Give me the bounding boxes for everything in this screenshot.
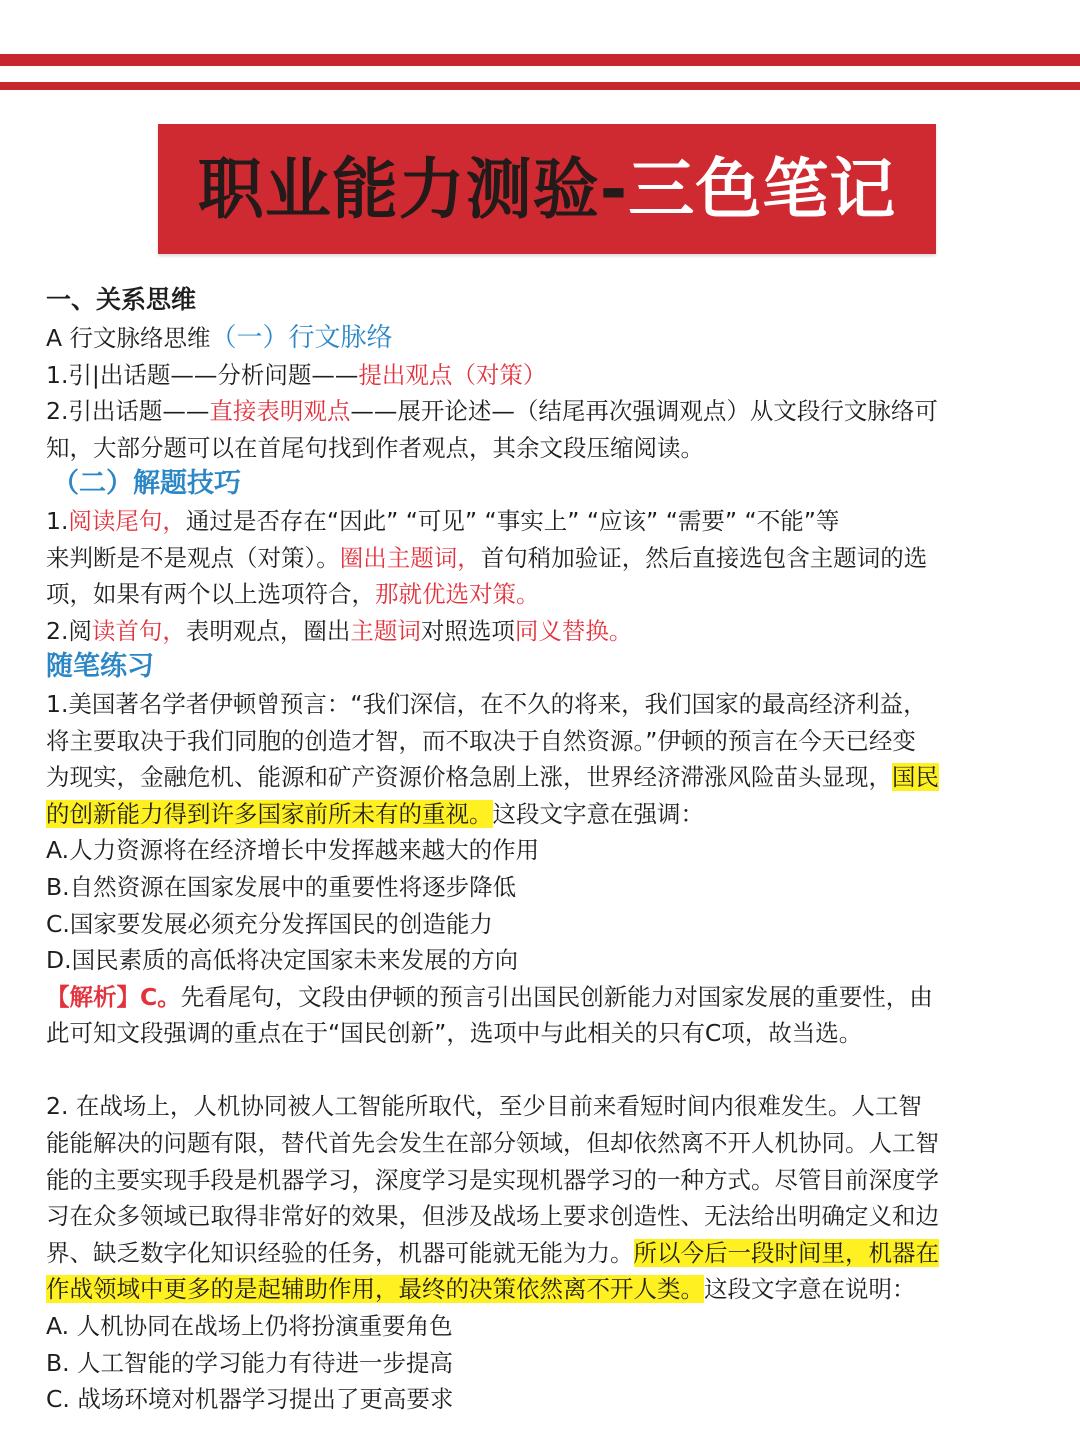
text-run: 对照选项 <box>420 616 515 645</box>
text-run: 这段文字意在强调： <box>492 799 704 828</box>
q2-paragraph-line <box>46 1271 1040 1308</box>
tip-line-2 <box>46 540 1040 577</box>
text-run: 为现实，金融危机、能源和矿产资源价格急剧上涨，世界经济滞涨风险苗头显现， <box>46 763 892 792</box>
context-line-2 <box>46 393 1040 430</box>
red-highlight-text: 直接表明观点 <box>209 397 351 426</box>
red-highlight-text: 那就优选对策。 <box>375 580 540 609</box>
q1-option-c: C.国家要发展必须充分发挥国民的创造能力 <box>46 909 493 938</box>
subsection-two-title: （二）解题技巧 <box>52 468 241 500</box>
q2-paragraph-line: 能能解决的问题有限，替代首先会发生在部分领域，但却依然离不开人机协同。人工智 <box>46 1129 939 1158</box>
text-run: 来判断是不是观点（对策）。 <box>46 543 340 572</box>
context-line-1 <box>46 357 1040 394</box>
q1-option-b: B.自然资源在国家发展中的重要性将逐步降低 <box>46 872 517 901</box>
q2-paragraph-line: 能的主要实现手段是机器学习，深度学习是实现机器学习的一种方式。尽管目前深度学 <box>46 1165 939 1194</box>
red-highlight-text: 主题词 <box>350 616 421 645</box>
q1-paragraph-line <box>46 796 1040 833</box>
q1-paragraph-line: 1.美国著名学者伊顿曾预言：“我们深信，在不久的将来，我们国家的最高经济利益， <box>46 689 927 718</box>
top-red-stripe <box>0 54 1080 66</box>
second-red-stripe <box>0 82 1080 90</box>
text-run: 界、缺乏数字化知识经验的任务，机器可能就无能为力。 <box>46 1238 634 1267</box>
text-run: 1.引|出话题——分析问题—— <box>46 360 359 389</box>
q1-paragraph-line <box>46 759 1040 796</box>
text-run: 先看尾句，文段由伊顿的预言引出国民创新能力对国家发展的重要性，由 <box>180 982 933 1011</box>
subsection-a-line <box>46 320 1040 357</box>
red-highlight-text: 同义替换。 <box>514 616 633 645</box>
section-heading: 一、关系思维 <box>46 285 197 314</box>
title-light-part: 三色笔记 <box>628 151 897 228</box>
text-run: 表明观点，圈出 <box>185 616 351 645</box>
title-banner <box>158 124 936 254</box>
q2-paragraph-line: 2. 在战场上，人机协同被人工智能所取代，至少目前来看短时间内很难发生。人工智 <box>46 1092 922 1121</box>
q1-answer-line <box>46 979 1040 1016</box>
q2-paragraph-line <box>46 1235 1040 1272</box>
practice-heading: 随笔练习 <box>46 651 154 683</box>
red-highlight-text: 阅读尾句， <box>68 506 186 535</box>
yellow-highlight-text: 国民 <box>892 763 939 792</box>
q1-option-a: A.人力资源将在经济增长中发挥越来越大的作用 <box>46 836 540 865</box>
text-run: 1. <box>46 506 69 535</box>
red-highlight-text: 提出观点（对策） <box>358 360 547 389</box>
q2-paragraph-line: 习在众多领域已取得非常好的效果，但涉及战场上要求创造性、无法给出明确定义和边 <box>46 1202 939 1231</box>
subsection-a-prefix: A 行文脉络思维 <box>46 324 211 352</box>
text-run: 这段文字意在说明： <box>704 1275 916 1304</box>
text-run: 项，如果有两个以上选项符合， <box>46 580 375 609</box>
q2-option-b: B. 人工智能的学习能力有待进一步提高 <box>46 1348 454 1377</box>
spacer <box>46 1052 1040 1089</box>
title-dark-part: 职业能力测验- <box>197 151 629 228</box>
q2-option-a: A. 人机协同在战场上仍将扮演重要角色 <box>46 1312 453 1341</box>
notes-content <box>46 280 1040 1418</box>
answer-label: 【解析】C。 <box>46 982 181 1011</box>
subsection-a-title: （一）行文脉络 <box>210 323 393 353</box>
yellow-highlight-text: 的创新能力得到许多国家前所未有的重视。 <box>46 799 493 828</box>
text-run: 首句稍加验证，然后直接选包含主题词的选 <box>480 543 928 572</box>
tip-line-3 <box>46 576 1040 613</box>
text-run: 2.阅 <box>46 616 92 645</box>
red-highlight-text: 圈出主题词， <box>339 543 481 572</box>
q1-option-d: D.国民素质的高低将决定国家未来发展的方向 <box>46 946 519 975</box>
tip-line-1 <box>46 503 1040 540</box>
text-run: 通过是否存在“因此” “可见” “事实上” “应该” “需要” “不能”等 <box>185 506 840 535</box>
yellow-highlight-text: 所以今后一段时间里，机器在 <box>633 1238 939 1267</box>
context-line-3: 知，大部分题可以在首尾句找到作者观点，其余文段压缩阅读。 <box>46 433 704 462</box>
text-run: ——展开论述—（结尾再次强调观点）从文段行文脉络可 <box>350 397 938 426</box>
text-run: 2.引出话题—— <box>46 397 210 426</box>
q2-option-c: C. 战场环境对机器学习提出了更高要求 <box>46 1385 454 1414</box>
q1-paragraph-line: 将主要取决于我们同胞的创造才智，而不取决于自然资源。”伊顿的预言在今天已经变 <box>46 726 916 755</box>
page-title <box>158 148 936 232</box>
tip-line-4 <box>46 613 1040 650</box>
yellow-highlight-text: 作战领域中更多的是起辅助作用，最终的决策依然离不开人类。 <box>46 1275 704 1304</box>
red-highlight-text: 读首句， <box>91 616 186 645</box>
q1-answer-line: 此可知文段强调的重点在于“国民创新”，选项中与此相关的只有C项，故当选。 <box>46 1019 863 1048</box>
